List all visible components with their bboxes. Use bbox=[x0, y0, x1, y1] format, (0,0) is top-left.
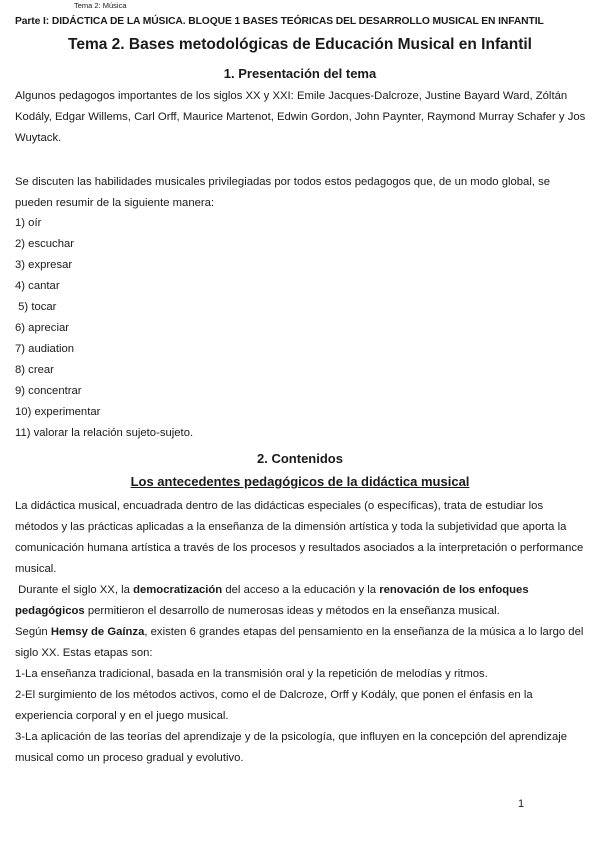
democratization-paragraph bbox=[15, 580, 587, 622]
list-item: 5) tocar bbox=[15, 301, 57, 313]
list-item: 4) cantar bbox=[15, 280, 60, 292]
section-2-title: 2. Contenidos bbox=[257, 451, 343, 466]
list-item: 2) escuchar bbox=[15, 238, 75, 250]
list-item: 8) crear bbox=[15, 364, 54, 376]
didactics-paragraph: La didáctica musical, encuadrada dentro de las didácticas especiales (o específicas), trata de estudiar los métodos y las prácticas aplicadas a la enseñanza de la dimensión artística y toda la subjetividad que aporta la comunicación humana artística a través de los procesos y resultados asociados a la interpretación o performance musical. bbox=[15, 500, 584, 575]
page-title: Tema 2. Bases metodológicas de Educación Musical en Infantil bbox=[68, 36, 532, 53]
p3-post: , existen 6 grandes etapas del pensamiento en la enseñanza de la música a lo largo del siglo XX. Estas etapas son: bbox=[15, 626, 584, 659]
list-item: 10) experimentar bbox=[15, 406, 101, 418]
p2-bold-democratizacion: democratización bbox=[133, 584, 223, 596]
section-1-title: 1. Presentación del tema bbox=[223, 66, 377, 81]
p2-pre: Durante el siglo XX, la bbox=[15, 584, 134, 596]
part-title: Parte I: DIDÁCTICA DE LA MÚSICA. BLOQUE 1 BASES TEÓRICAS DEL DESARROLLO MUSICAL EN INFANTIL bbox=[15, 16, 544, 27]
stage-3: 3-La aplicación de las teorías del aprendizaje y de la psicología, que influyen en la concepción del aprendizaje musical como un proceso gradual y evolutivo. bbox=[15, 731, 568, 764]
list-item: 11) valorar la relación sujeto-sujeto. bbox=[15, 427, 194, 439]
running-head: Tema 2: Música bbox=[74, 1, 127, 10]
section-2-subtitle: Los antecedentes pedagógicos de la didáctica musical bbox=[130, 474, 470, 489]
skills-intro-paragraph: Se discuten las habilidades musicales privilegiadas por todos estos pedagogos que, de un modo global, se pueden resumir de la siguiente manera: bbox=[15, 176, 551, 209]
p2-bold-renovacion: renovación de los enfoques pedagógicos bbox=[15, 584, 529, 617]
list-item: 3) expresar bbox=[15, 259, 73, 271]
p2-mid: del acceso a la educación y la bbox=[222, 584, 380, 596]
p3-pre: Según bbox=[15, 626, 51, 638]
list-item: 9) concentrar bbox=[15, 385, 82, 397]
list-item: 7) audiation bbox=[15, 343, 75, 355]
stage-2: 2-El surgimiento de los métodos activos, como el de Dalcroze, Orff y Kodály, que ponen el énfasis en la experiencia corporal y en el juego musical. bbox=[15, 689, 533, 722]
hemsy-paragraph bbox=[15, 622, 587, 664]
page-number: 1 bbox=[518, 798, 525, 810]
pedagogues-paragraph: Algunos pedagogos importantes de los siglos XX y XXI: Emile Jacques-Dalcroze, Justine Bayard Ward, Zóltán Kodály, Edgar Willems, Carl Orff, Maurice Martenot, Edwin Gordon, John Paynter, Raymond Murray Schafer y Jos Wuytack. bbox=[15, 90, 586, 144]
skills-list bbox=[15, 213, 193, 444]
p3-bold-hemsy: Hemsy de Gaínza bbox=[50, 626, 145, 638]
p2-post: permitieron el desarrollo de numerosas ideas y métodos en la enseñanza musical. bbox=[84, 605, 500, 617]
list-item: 6) apreciar bbox=[15, 322, 69, 334]
list-item: 1) oír bbox=[15, 217, 42, 229]
stage-1: 1-La enseñanza tradicional, basada en la transmisión oral y la repetición de melodías y ritmos. bbox=[15, 668, 488, 680]
